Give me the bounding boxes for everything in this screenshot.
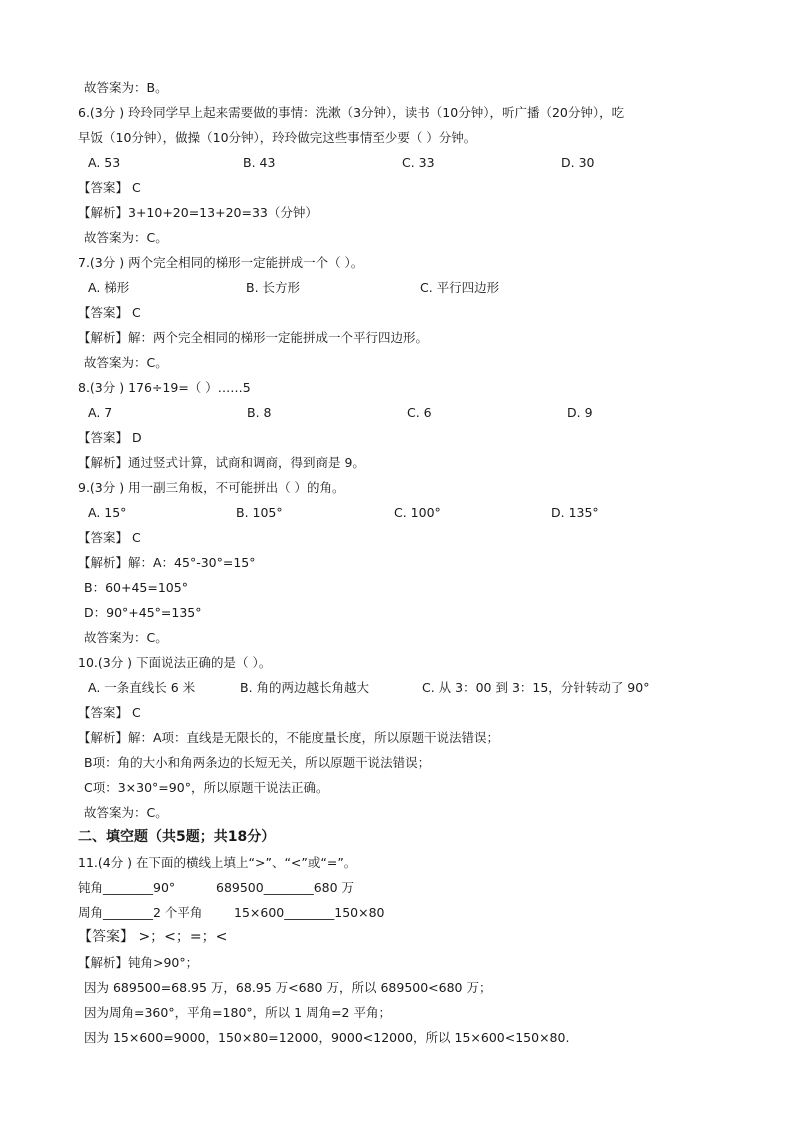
q8-option-c: C. 6 <box>407 405 432 420</box>
q9-option-d: D. 135° <box>551 505 599 520</box>
q6-answer: 【答案】 C <box>78 180 141 195</box>
q10-conclusion: 故答案为：C。 <box>84 805 168 820</box>
q6-stem-line1: 6.(3分 ) 玲玲同学早上起来需要做的事情：洗漱（3分钟），读书（10分钟），听广播（20分钟），吃 <box>78 105 625 120</box>
q10-analysis: 【解析】解：A项：直线是无限长的，不能度量长度，所以原题干说法错误； <box>78 730 500 745</box>
q8-analysis: 【解析】通过竖式计算，试商和调商，得到商是 9。 <box>78 455 365 470</box>
q6-option-a: A. 53 <box>88 155 121 170</box>
q11-blank-4: 15×600________150×80 <box>234 905 385 920</box>
q6-option-c: C. 33 <box>402 155 435 170</box>
q10-option-b: B. 角的两边越长角越大 <box>240 680 370 695</box>
q6-conclusion: 故答案为：C。 <box>84 230 168 245</box>
q7-option-b: B. 长方形 <box>246 280 301 295</box>
q9-option-b: B. 105° <box>236 505 283 520</box>
q8-option-d: D. 9 <box>567 405 593 420</box>
q8-option-b: B. 8 <box>247 405 272 420</box>
q7-analysis: 【解析】解：两个完全相同的梯形一定能拼成一个平行四边形。 <box>78 330 429 345</box>
q11-stem: 11.(4分 ) 在下面的横线上填上“>”、“<”或“=”。 <box>78 855 357 870</box>
q6-option-d: D. 30 <box>561 155 595 170</box>
q8-stem: 8.(3分 ) 176÷19=（ ）……5 <box>78 380 251 395</box>
q9-answer: 【答案】 C <box>78 530 141 545</box>
section-heading: 二、填空题（共5题；共18分） <box>78 829 276 845</box>
q11-analysis: 【解析】钝角>90°； <box>78 955 199 970</box>
q10-analysis-b: B项：角的大小和角两条边的长短无关，所以原题干说法错误； <box>84 755 431 770</box>
q10-option-c: C. 从 3：00 到 3：15，分针转动了 90° <box>422 680 650 695</box>
q7-option-c: C. 平行四边形 <box>420 280 500 295</box>
q9-analysis-b: B：60+45=105° <box>84 580 188 595</box>
q11-analysis-2: 因为 689500=68.95 万，68.95 万<680 万，所以 689500<680 万； <box>84 980 492 995</box>
q11-analysis-3: 因为周角=360°，平角=180°，所以 1 周角=2 平角； <box>84 1005 391 1020</box>
q7-stem: 7.(3分 ) 两个完全相同的梯形一定能拼成一个（ ）。 <box>78 255 364 270</box>
q6-option-b: B. 43 <box>243 155 276 170</box>
q6-analysis: 【解析】3+10+20=13+20=33（分钟） <box>78 205 318 220</box>
q8-option-a: A. 7 <box>88 405 113 420</box>
q7-conclusion: 故答案为：C。 <box>84 355 168 370</box>
q11-blank-3: 周角________2 个平角 <box>78 905 203 920</box>
q5-conclusion: 故答案为：B。 <box>84 80 168 95</box>
q11-answer: 【答案】 >；<；=；< <box>78 929 228 945</box>
q7-answer: 【答案】 C <box>78 305 141 320</box>
q10-stem: 10.(3分 ) 下面说法正确的是（ ）。 <box>78 655 272 670</box>
q9-conclusion: 故答案为：C。 <box>84 630 168 645</box>
q10-answer: 【答案】 C <box>78 705 141 720</box>
q11-analysis-4: 因为 15×600=9000，150×80=12000，9000<12000，所以 15×600<150×80. <box>84 1030 570 1045</box>
q8-answer: 【答案】 D <box>78 430 142 445</box>
q10-option-a: A. 一条直线长 6 米 <box>88 680 196 695</box>
q11-blank-1: 钝角________90° <box>78 880 176 895</box>
q6-stem-line2: 早饭（10分钟），做操（10分钟），玲玲做完这些事情至少要（ ）分钟。 <box>78 130 477 145</box>
q10-analysis-c: C项：3×30°=90°，所以原题干说法正确。 <box>84 780 329 795</box>
q9-option-c: C. 100° <box>394 505 441 520</box>
q9-option-a: A. 15° <box>88 505 127 520</box>
q11-blank-2: 689500________680 万 <box>216 880 355 895</box>
q9-stem: 9.(3分 ) 用一副三角板，不可能拼出（ ）的角。 <box>78 480 345 495</box>
q9-analysis-d: D：90°+45°=135° <box>84 605 202 620</box>
q7-option-a: A. 梯形 <box>88 280 130 295</box>
q9-analysis: 【解析】解：A：45°-30°=15° <box>78 555 256 570</box>
